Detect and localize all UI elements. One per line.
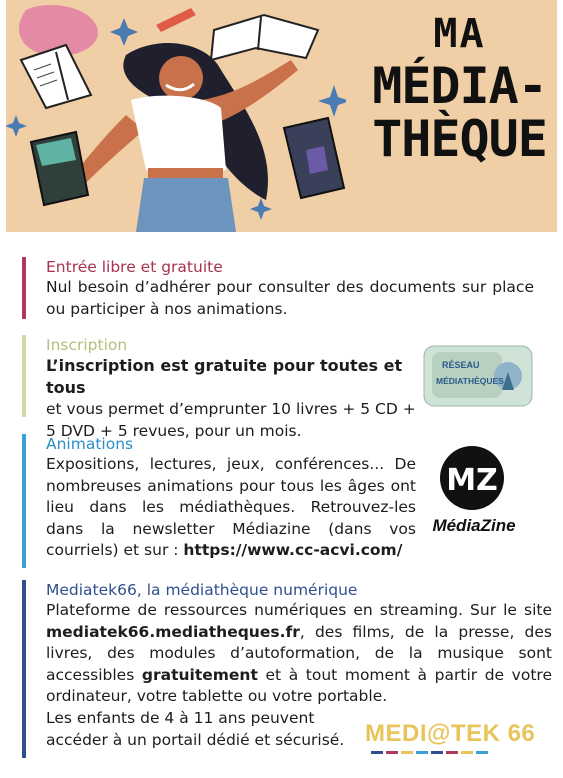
section-text: et vous permet d’emprunter 10 livres + 5 CD + 5 DVD + 5 revues, pour un mois.: [46, 400, 416, 440]
banner-title-line2: MÉDIA-: [372, 56, 547, 115]
mediatek-logo-dashes: [371, 751, 525, 754]
banner-title: [362, 11, 557, 168]
section-title: Entrée libre et gratuite: [46, 258, 223, 276]
section-accent-bar: [22, 434, 26, 568]
website-link[interactable]: https://www.cc-acvi.com/: [183, 541, 403, 560]
mediatek66-logo: [365, 720, 536, 760]
section-text: Expositions, lectures, jeux, conférences... De nombreuses animations pour tous les âges ont lieu dans les médiathèques. Retrouvez-les dans la newsletter Médiazine (dans vos courriels) et sur : https://www.cc-acvi.com/: [46, 455, 416, 560]
mediazine-logo: [430, 446, 518, 546]
kids-note: Les enfants de 4 à 11 ans peuvent accéder à un portail dédié et sécurisé.: [46, 708, 345, 749]
reseau-logo-line1: RÉSEAU: [442, 360, 480, 370]
section-text: Plateforme de ressources numériques en streaming. Sur le site mediatek66.mediatheques.fr, des films, de la presse, des livres, des modules d’autoformation, de la musique sont accessibles gratuitement et à tout moment à partir de votre ordinateur, votre tablette ou votre portable.: [46, 601, 552, 706]
free-highlight: gratuitement: [141, 665, 258, 684]
banner-title-line3: THÈQUE: [372, 109, 547, 168]
section-accent-bar: [22, 257, 26, 319]
mediatek-logo-number: 66: [507, 720, 536, 747]
mediatek-site-link[interactable]: mediatek66.mediatheques.fr: [46, 622, 300, 641]
reader-illustration: [6, 0, 346, 232]
section-title: Mediatek66, la médiathèque numérique: [46, 581, 358, 599]
section-accent-bar: [22, 580, 26, 758]
banner-title-line1: MA: [433, 11, 486, 57]
mediatek-logo-word: MEDI@TEK: [365, 720, 501, 747]
reseau-logo-line2: MÉDIATHÈQUES: [436, 376, 504, 386]
header-banner: [6, 0, 557, 232]
mediazine-logo-name: MédiaZine: [432, 516, 516, 535]
section-accent-bar: [22, 335, 26, 417]
reseau-mediatheques-logo: [422, 342, 534, 410]
section-text: Nul besoin d’adhérer pour consulter des documents sur place ou participer à nos animations.: [46, 278, 534, 318]
mediazine-logo-letters: MZ: [446, 463, 498, 498]
section-lead: L’inscription est gratuite pour toutes et tous: [46, 356, 403, 397]
section-title: Animations: [46, 435, 134, 453]
section-title: Inscription: [46, 336, 128, 354]
